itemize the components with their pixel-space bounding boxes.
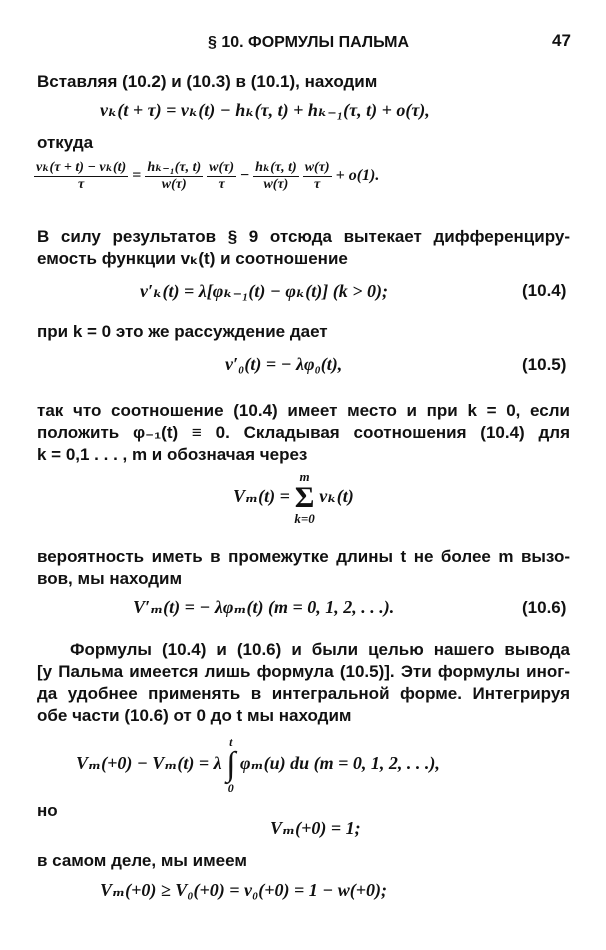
sum-definition-equation: Vₘ(t) = m Σ k=0 vₖ(t) bbox=[233, 469, 354, 526]
equation-initial-value: Vₘ(+0) = 1; bbox=[270, 818, 361, 838]
integral-equation: Vₘ(+0) − Vₘ(t) = λ t ∫ 0 φₘ(u) du (m = 0, 1, 2, . . .), bbox=[76, 735, 440, 795]
paragraph-line: k = 0,1 . . . , m и обозначая через bbox=[37, 445, 308, 464]
text-line: откуда bbox=[37, 133, 94, 152]
paragraph-line: вероятность иметь в промежутке длины t не более m вызо- bbox=[37, 547, 570, 566]
paragraph-line: [у Пальма имеется лишь формула (10.5)]. Эти формулы иног- bbox=[37, 662, 570, 681]
text-line: Вставляя (10.2) и (10.3) в (10.1), находим bbox=[37, 72, 378, 91]
text-line: в самом деле, мы имеем bbox=[37, 851, 247, 870]
fraction: $\frac{\text{hₖ(τ, t)}}{w(\tau)}$ bbox=[255, 160, 297, 192]
text-line: при k = 0 это же рассуждение дает bbox=[37, 322, 328, 341]
paragraph-line: емость функции vₖ(t) и соотношение bbox=[37, 249, 348, 268]
equation-10-1-substituted: vₖ(t + τ) = vₖ(t) − hₖ(τ, t) + hₖ₋₁(τ, t) + o(τ), bbox=[100, 100, 430, 120]
page-number: 47 bbox=[552, 31, 571, 50]
running-header: § 10. ФОРМУЛЫ ПАЛЬМА bbox=[208, 34, 410, 51]
equation-10-6: V′ₘ(t) = − λφₘ(t) (m = 0, 1, 2, . . .). bbox=[133, 597, 395, 617]
paragraph-line: так что соотношение (10.4) имеет место и при k = 0, если bbox=[37, 401, 570, 420]
equation-10-5: v′₀(t) = − λφ₀(t), bbox=[225, 354, 343, 374]
equation-number: (10.6) bbox=[522, 598, 567, 617]
integral-sign: t ∫ 0 bbox=[226, 735, 236, 795]
fraction: $\frac{\text{vₖ(τ + t) − vₖ(t)}}{\tau}$ bbox=[36, 160, 127, 192]
paragraph-line: обе части (10.6) от 0 до t мы находим bbox=[37, 706, 352, 725]
fraction: $\frac{w(\tau)}{\tau}$ bbox=[304, 160, 330, 192]
fraction: $\frac{\text{hₖ₋₁(τ, t)}}{w(\tau)}$ bbox=[147, 160, 202, 192]
equation-number: (10.5) bbox=[522, 355, 567, 374]
fraction: $\frac{w(\tau)}{\tau}$ bbox=[209, 160, 235, 192]
paragraph-line: да удобнее применять в интегральной форме. Интегрируя bbox=[37, 684, 570, 703]
paragraph-line: вов, мы находим bbox=[37, 569, 183, 588]
equation-10-4: v′ₖ(t) = λ[φₖ₋₁(t) − φₖ(t)] (k > 0); bbox=[140, 281, 389, 301]
paragraph-line: положить φ₋₁(t) ≡ 0. Складывая соотношения (10.4) для bbox=[37, 423, 570, 442]
text-line: но bbox=[37, 801, 58, 820]
equation-number: (10.4) bbox=[522, 281, 567, 300]
paragraph-line: В силу результатов § 9 отсюда вытекает дифференциру- bbox=[37, 227, 570, 246]
paragraph-line: Формулы (10.4) и (10.6) и были целью нашего вывода bbox=[70, 640, 570, 659]
summation: m Σ k=0 bbox=[294, 469, 315, 526]
inequality-chain: Vₘ(+0) ≥ V₀(+0) = v₀(+0) = 1 − w(+0); bbox=[100, 880, 387, 900]
difference-quotient-equation: $\frac{\text{vₖ(τ + t) − vₖ(t)}}{\tau}$ = $\frac{\text{hₖ₋₁(τ, t)}}{w(\tau)}$ $\frac{w(\tau)}{\tau}$ − $\frac{\text{hₖ(τ, t)}}{w(\tau)}$ $\frac{w(\tau)}{\tau}$ + o(1). bbox=[36, 160, 380, 192]
